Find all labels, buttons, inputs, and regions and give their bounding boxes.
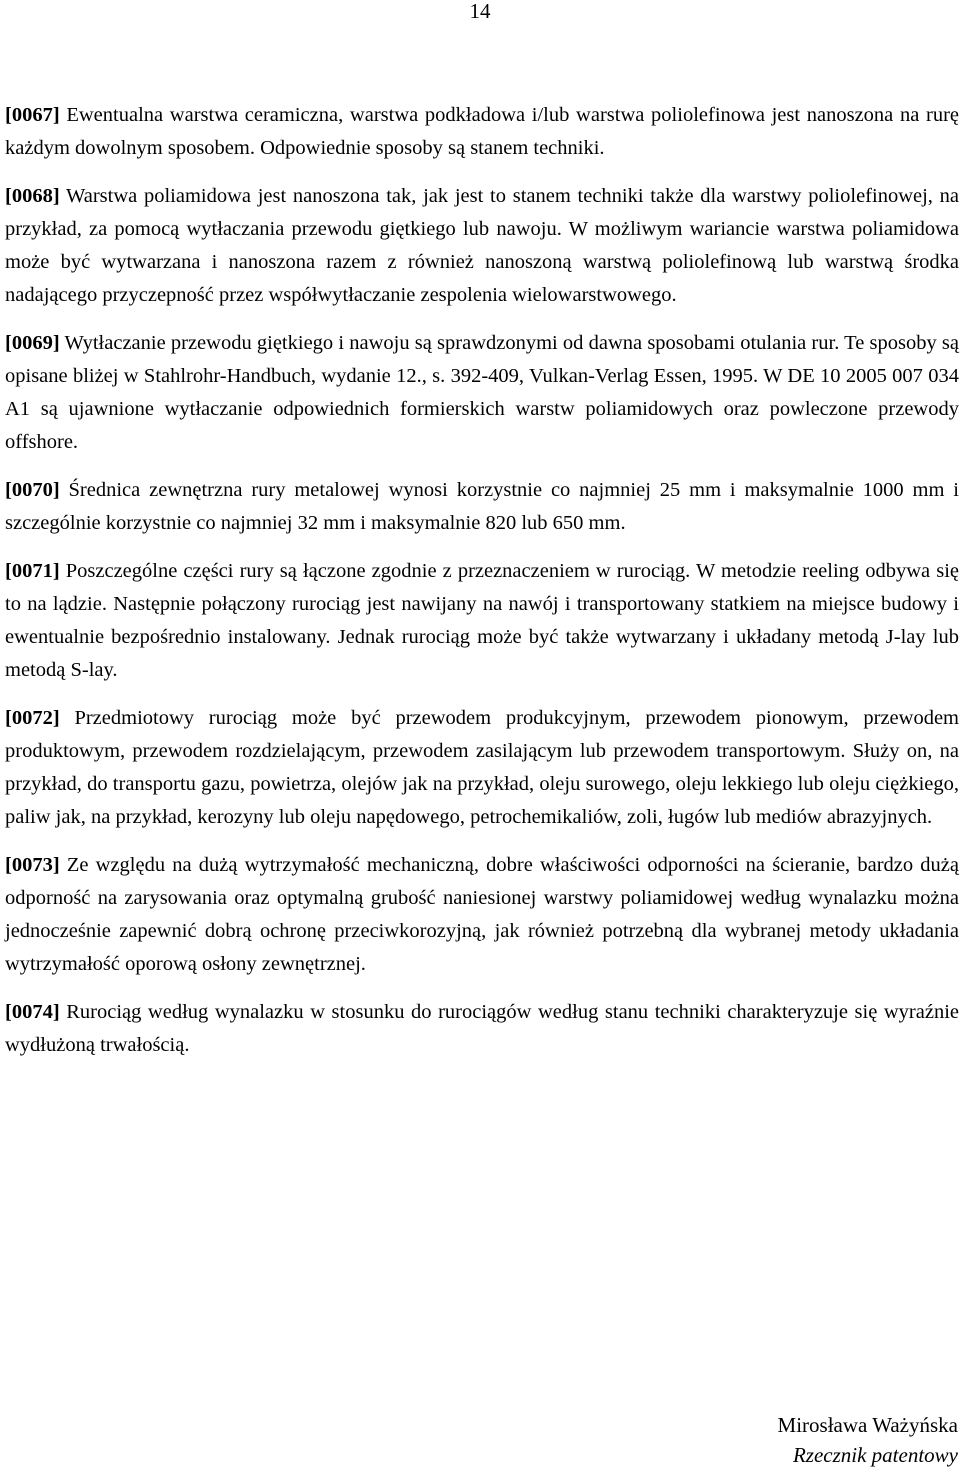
paragraph-text: Przedmiotowy rurociąg może być przewodem produkcyjnym, przewodem pionowym, przewodem produktowym, przewodem rozdzielającym, przewodem zasilającym lub przewodem transportowym. Służy on, na przykład, do transportu gazu, powietrza, olejów jak na przykład, oleju surowego, oleju lekkiego lub oleju ciężkiego, paliw jak, na przykład, kerozyny lub oleju napędowego, petrochemikaliów, zoli, ługów lub mediów abrazyjnych. — [5, 707, 959, 828]
paragraph-text: Średnica zewnętrzna rury metalowej wynosi korzystnie co najmniej 25 mm i maksymalnie 1000 mm i szczególnie korzystnie co najmniej 32 mm i maksymalnie 820 lub 650 mm. — [5, 479, 959, 534]
paragraph-0073 — [5, 849, 959, 981]
paragraph-0072 — [5, 702, 959, 834]
paragraph-number: [0068] — [5, 185, 60, 207]
paragraph-number: [0073] — [5, 854, 60, 876]
paragraph-0069 — [5, 327, 959, 459]
paragraph-text: Ewentualna warstwa ceramiczna, warstwa podkładowa i/lub warstwa poliolefinowa jest nanoszona na rurę każdym dowolnym sposobem. Odpowiednie sposoby są stanem techniki. — [5, 104, 960, 159]
paragraph-0067 — [5, 99, 959, 165]
paragraph-0068 — [5, 180, 959, 312]
paragraph-0070 — [5, 474, 959, 540]
paragraph-text: Ze względu na dużą wytrzymałość mechaniczną, dobre właściwości odporności na ścieranie, bardzo dużą odporność na zarysowania oraz optymalną grubość naniesionej warstwy poliamidowej według wynalazku można jednocześnie zapewnić dobrą ochronę przeciwkorozyjną, jak również potrzebną dla wybranej metody układania wytrzymałość oporową osłony zewnętrznej. — [5, 854, 959, 975]
signatory-name: Mirosława Ważyńska — [777, 1413, 958, 1437]
paragraph-0074 — [5, 996, 959, 1062]
page-number: 14 — [469, 0, 491, 23]
paragraph-number: [0074] — [5, 1001, 60, 1023]
paragraph-text: Warstwa poliamidowa jest nanoszona tak, jak jest to stanem techniki także dla warstwy poliolefinowej, na przykład, za pomocą wytłaczania przewodu giętkiego lub nawoju. W możliwym wariancie warstwa poliamidowa może być wytwarzana i nanoszona razem z również nanoszoną warstwą poliolefinową lub warstwą środka nadającego przyczepność przez współwytłaczanie zespolenia wielowarstwowego. — [5, 185, 959, 306]
paragraph-text: Poszczególne części rury są łączone zgodnie z przeznaczeniem w rurociąg. W metodzie reeling odbywa się to na lądzie. Następnie połączony rurociąg jest nawijany na nawój i transportowany statkiem na miejsce budowy i ewentualnie bezpośrednio instalowany. Jednak rurociąg może być także wytwarzany i układany metodą J-lay lub metodą S-lay. — [5, 560, 959, 681]
paragraph-text: Wytłaczanie przewodu giętkiego i nawoju są sprawdzonymi od dawna sposobami otulania rur. Te sposoby są opisane bliżej w Stahlrohr-Handbuch, wydanie 12., s. 392-409, Vulkan-Verlag Essen, 1995. W DE 10 2005 007 034 A1 są ujawnione wytłaczanie odpowiednich formierskich warstw poliamidowych oraz powleczone przewody offshore. — [5, 332, 959, 453]
paragraph-number: [0067] — [5, 104, 60, 126]
signatory-role: Rzecznik patentowy — [792, 1443, 958, 1467]
paragraph-text: Rurociąg według wynalazku w stosunku do rurociągów według stanu techniki charakteryzuje się wyraźnie wydłużoną trwałością. — [5, 1001, 959, 1056]
signature-block — [778, 1410, 958, 1470]
paragraph-0071 — [5, 555, 959, 687]
paragraph-number: [0069] — [5, 332, 60, 354]
paragraph-number: [0071] — [5, 560, 60, 582]
document-body — [5, 99, 959, 1077]
paragraph-number: [0070] — [5, 479, 60, 501]
paragraph-number: [0072] — [5, 707, 60, 729]
